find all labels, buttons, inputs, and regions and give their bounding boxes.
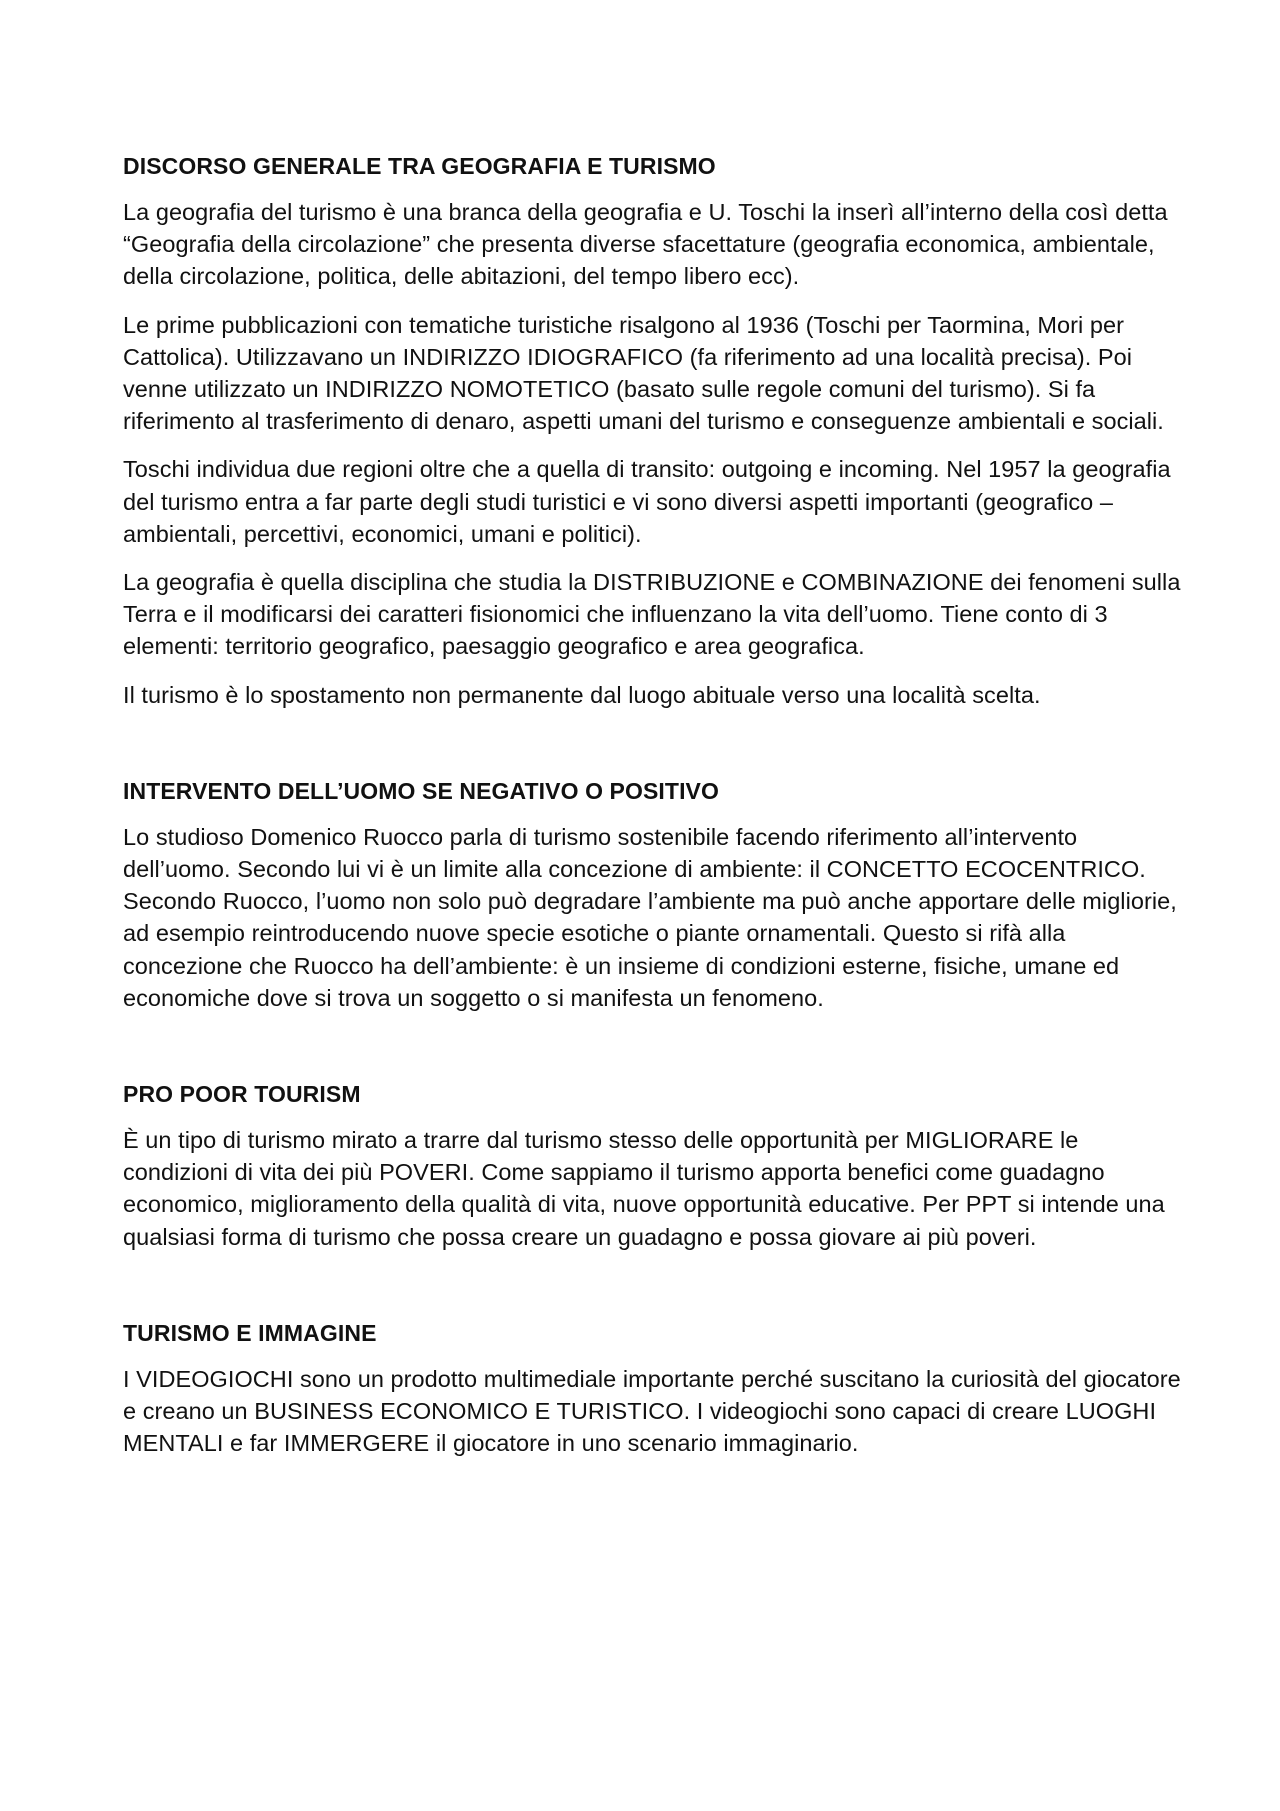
paragraph: Le prime pubblicazioni con tematiche turistiche risalgono al 1936 (Toschi per Taormina, Mori per Cattolica). Utilizzavano un INDIRIZZO IDIOGRAFICO (fa riferimento ad una località precisa). Poi venne utilizzato un INDIRIZZO NOMOTETICO (basato sulle regole comuni del turismo). Si fa riferimento al trasferimento di denaro, aspetti umani del turismo e conseguenze ambientali e sociali. bbox=[123, 311, 1164, 435]
paragraph: La geografia del turismo è una branca della geografia e U. Toschi la inserì all’interno della così detta “Geografia della circolazione” che presenta diverse sfacettature (geografia economica, ambientale, della circolazione, politica, delle abitazioni, del tempo libero ecc). bbox=[123, 199, 1168, 290]
section-turismo-immagine bbox=[123, 1317, 1183, 1460]
paragraph: Toschi individua due regioni oltre che a quella di transito: outgoing e incoming. Nel 1957 la geografia del turismo entra a far parte degli studi turistici e vi sono diversi aspetti importanti (geografico – ambientali, percettivi, economici, umani e politici). bbox=[123, 456, 1171, 547]
section-heading: PRO POOR TOURISM bbox=[123, 1081, 361, 1108]
paragraph: Il turismo è lo spostamento non permanente dal luogo abituale verso una località scelta. bbox=[123, 681, 1041, 708]
section-heading: DISCORSO GENERALE TRA GEOGRAFIA E TURISMO bbox=[123, 153, 716, 179]
section-pro-poor-tourism bbox=[123, 1078, 1183, 1253]
paragraph: I VIDEOGIOCHI sono un prodotto multimediale importante perché suscitano la curiosità del giocatore e creano un BUSINESS ECONOMICO E TURISTICO. I videogiochi sono capaci di creare LUOGHI MENTALI e far IMMERGERE il giocatore in uno scenario immaginario. bbox=[123, 1365, 1181, 1457]
section-heading: TURISMO E IMMAGINE bbox=[123, 1319, 377, 1346]
paragraph: È un tipo di turismo mirato a trarre dal turismo stesso delle opportunità per MIGLIORARE le condizioni di vita dei più POVERI. Come sappiamo il turismo apporta benefici come guadagno economico, miglioramento della qualità di vita, nuove opportunità educative. Per PPT si intende una qualsiasi forma di turismo che possa creare un guadagno e possa giovare ai più poveri. bbox=[123, 1127, 1165, 1250]
paragraph: Lo studioso Domenico Ruocco parla di turismo sostenibile facendo riferimento all’intervento dell’uomo. Secondo lui vi è un limite alla concezione di ambiente: il CONCETTO ECOCENTRICO. Secondo Ruocco, l’uomo non solo può degradare l’ambiente ma può anche apportare delle migliorie, ad esempio reintroducendo nuove specie esotiche o piante ornamentali. Questo si rifà alla concezione che Ruocco ha dell’ambiente: è un insieme di condizioni esterne, fisiche, umane ed economiche dove si trova un soggetto o si manifesta un fenomeno. bbox=[123, 823, 1177, 1011]
document-page bbox=[123, 150, 1183, 1475]
section-intervento-uomo bbox=[123, 775, 1183, 1014]
section-heading: INTERVENTO DELL’UOMO SE NEGATIVO O POSITIVO bbox=[123, 777, 719, 804]
section-geografia-turismo bbox=[123, 150, 1183, 711]
paragraph: La geografia è quella disciplina che studia la DISTRIBUZIONE e COMBINAZIONE dei fenomeni sulla Terra e il modificarsi dei caratteri fisionomici che influenzano la vita dell’uomo. Tiene conto di 3 elementi: territorio geografico, paesaggio geografico e area geografica. bbox=[123, 569, 1181, 660]
